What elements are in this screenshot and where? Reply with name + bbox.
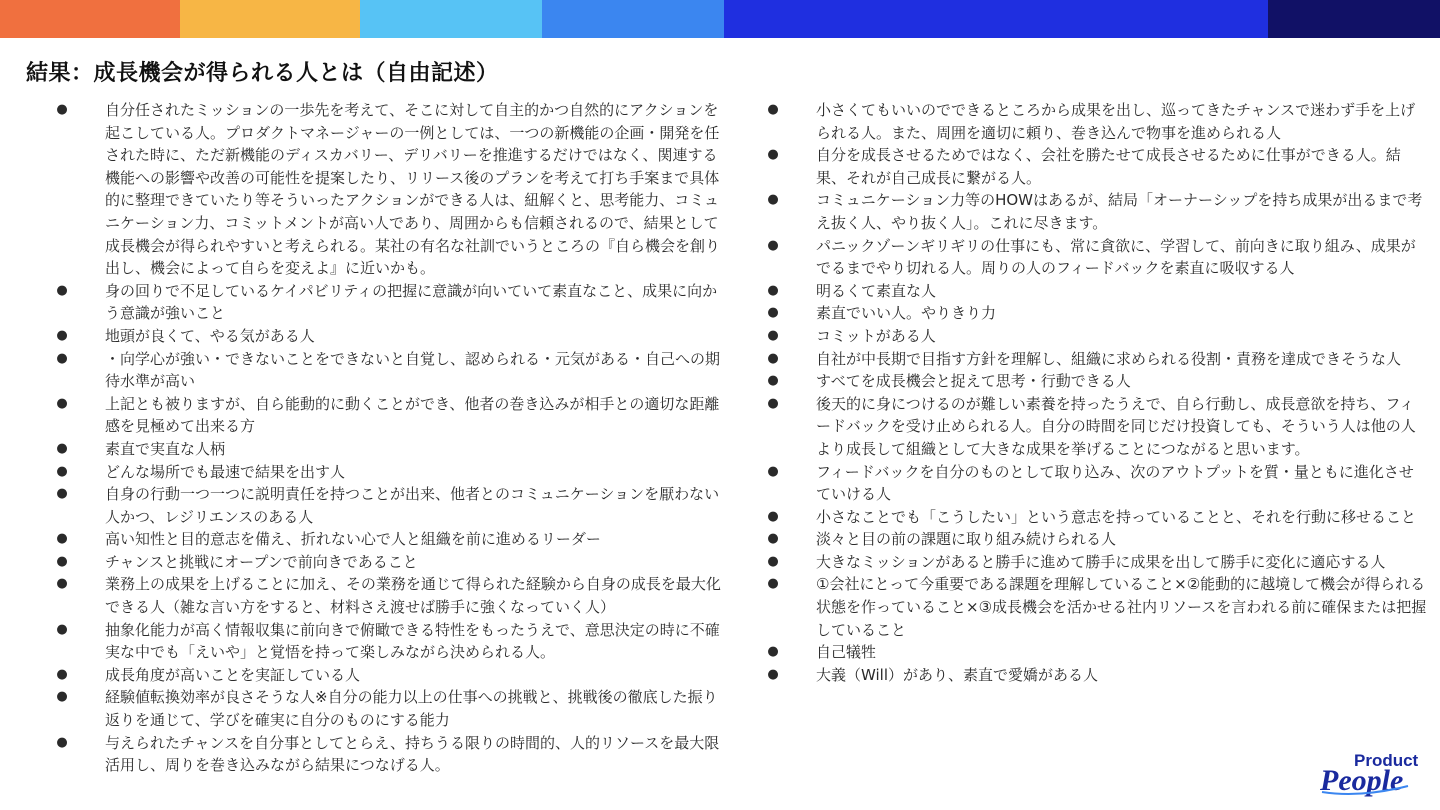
answer-text: ①会社にとって今重要である課題を理解していること×②能動的に越境して機会が得られる状態を作っていること×③成長機会を活かせる社内リソースを言われる前に確保または把握していること xyxy=(816,575,1427,639)
answer-list-item xyxy=(766,641,1428,664)
bullet-icon: ● xyxy=(767,102,779,117)
answer-text: 成長角度が高いことを実証している人 xyxy=(105,665,361,684)
answer-list-item xyxy=(766,189,1428,234)
answer-text: 自身の行動一つ一つに説明責任を持つことが出来、他者とのコミュニケーションを厭わない人かつ、レジリエンスのある人 xyxy=(105,485,720,526)
top-color-bar xyxy=(0,0,1440,38)
color-stripe-navy xyxy=(1268,0,1440,38)
answer-text: コミュニケーション力等のHOWはあるが、結局「オーナーシップを持ち成果が出るまで考え抜く人、やり抜く人」。これに尽きます。 xyxy=(816,191,1423,232)
answer-list-item xyxy=(55,528,730,551)
answer-list-item xyxy=(55,619,730,664)
bullet-icon: ● xyxy=(56,102,68,117)
answer-list-item xyxy=(766,573,1428,641)
bullet-icon: ● xyxy=(767,305,779,321)
color-stripe-yellow xyxy=(180,0,360,38)
answer-text: 自社が中長期で目指す方針を理解し、組織に求められる役割・責務を達成できそうな人 xyxy=(816,349,1402,368)
answer-list-item xyxy=(766,280,1428,303)
answer-list-item xyxy=(55,664,730,687)
logo-people-text: People xyxy=(1320,764,1404,797)
answer-list-item xyxy=(55,461,730,484)
bullet-icon: ● xyxy=(56,576,68,592)
answer-list-item xyxy=(766,506,1428,529)
answer-text: 素直で実直な人柄 xyxy=(105,439,226,458)
answer-text: パニックゾーンギリギリの仕事にも、常に貪欲に、学習して、前向きに取り組み、成果がでるまでやり切れる人。周りの人のフィードバックを素直に吸収する人 xyxy=(816,236,1416,278)
answer-list-item xyxy=(55,393,730,438)
bullet-icon: ● xyxy=(767,531,779,547)
answer-text: 素直でいい人。やりきり力 xyxy=(816,304,997,323)
bullet-icon: ● xyxy=(767,508,779,524)
bullet-icon: ● xyxy=(56,689,68,705)
product-people-logo xyxy=(1320,748,1420,800)
bullet-icon: ● xyxy=(767,463,779,479)
answer-list-item xyxy=(55,325,730,348)
bullet-icon: ● xyxy=(767,192,779,208)
bullet-icon: ● xyxy=(56,350,68,366)
bullet-icon: ● xyxy=(56,395,68,411)
bullet-icon: ● xyxy=(56,282,68,298)
answer-text: 自分を成長させるためではなく、会社を勝たせて成長させるために仕事ができる人。結果、それが自己成長に繋がる人。 xyxy=(816,146,1401,187)
answer-list-item xyxy=(766,528,1428,551)
bullet-icon: ● xyxy=(56,666,68,682)
left-answer-list xyxy=(55,99,730,777)
bullet-icon: ● xyxy=(767,373,779,389)
answer-list-item xyxy=(766,325,1428,348)
answer-list-item xyxy=(766,664,1428,687)
bullet-icon: ● xyxy=(56,734,68,750)
bullet-icon: ● xyxy=(767,237,779,253)
answer-text: ・向学心が強い・できないことをできないと自覚し、認められる・元気がある・自己への期待水準が高い xyxy=(105,349,721,391)
answer-list-item xyxy=(55,348,730,393)
answer-list-item xyxy=(766,302,1428,325)
color-stripe-royal-blue xyxy=(724,0,1268,38)
answer-text: 抽象化能力が高く情報収集に前向きで俯瞰できる特性をもったうえで、意思決定の時に不確実な中でも「えいや」と覚悟を持って楽しみながら決められる人。 xyxy=(105,620,720,662)
answer-list-item xyxy=(55,483,730,528)
answer-text: 高い知性と目的意志を備え、折れない心で人と組織を前に進めるリーダー xyxy=(105,530,601,549)
answer-list-item xyxy=(766,235,1428,280)
bullet-icon: ● xyxy=(56,553,68,569)
answer-list-item xyxy=(766,551,1428,574)
answer-list-item xyxy=(55,99,730,280)
answer-list-item xyxy=(55,573,730,618)
bullet-icon: ● xyxy=(767,147,779,163)
bullet-icon: ● xyxy=(767,350,779,366)
bullet-icon: ● xyxy=(56,621,68,637)
bullet-icon: ● xyxy=(767,576,779,592)
answer-text: 小さくてもいいのでできるところから成果を出し、巡ってきたチャンスで迷わず手を上げられる人。また、周囲を適切に頼り、巻き込んで物事を進められる人 xyxy=(816,101,1416,142)
answer-text: 大きなミッションがあると勝手に進めて勝手に成果を出して勝手に変化に適応する人 xyxy=(816,552,1386,571)
answer-list-item xyxy=(55,438,730,461)
answer-text: 淡々と目の前の課題に取り組み続けられる人 xyxy=(816,530,1117,549)
answer-list-item xyxy=(766,144,1428,189)
answer-list-item xyxy=(55,732,730,777)
page-title: 結果：成長機会が得られる人とは（自由記述） xyxy=(26,61,499,86)
answer-text: 後天的に身につけるのが難しい素養を持ったうえで、自ら行動し、成長意欲を持ち、フィードバックを受け止められる人。自分の時間を同じだけ投資しても、そういう人は他の人より成長して組織として大きな成果を挙げることにつながると思います。 xyxy=(816,394,1416,458)
answer-text: 身の回りで不足しているケイパビリティの把握に意識が向いていて素直なこと、成果に向かう意識が強いこと xyxy=(105,281,718,323)
answer-list-item xyxy=(55,280,730,325)
answer-text: 小さなことでも「こうしたい」という意志を持っていることと、それを行動に移せること xyxy=(816,507,1417,526)
answer-text: 与えられたチャンスを自分事としてとらえ、持ちうる限りの時間的、人的リソースを最大限活用し、周りを巻き込みながら結果につなげる人。 xyxy=(105,733,720,775)
bullet-icon: ● xyxy=(767,282,779,298)
bullet-icon: ● xyxy=(56,463,68,479)
color-stripe-orange xyxy=(0,0,180,38)
color-stripe-light-blue xyxy=(360,0,542,38)
answer-text: 経験値転換効率が良さそうな人※自分の能力以上の仕事への挑戦と、挑戦後の徹底した振り返りを通じて、学びを確実に自分のものにする能力 xyxy=(105,688,718,730)
answer-text: チャンスと挑戦にオープンで前向きであること xyxy=(105,552,418,571)
bullet-icon: ● xyxy=(56,440,68,456)
answer-text: 地頭が良くて、やる気がある人 xyxy=(105,326,315,345)
answer-list-item xyxy=(766,99,1428,144)
right-answer-list xyxy=(766,99,1428,686)
bullet-icon: ● xyxy=(767,395,779,411)
answer-text: フィードバックを自分のものとして取り込み、次のアウトプットを質・量ともに進化させていける人 xyxy=(816,462,1414,504)
answer-text: 明るくて素直な人 xyxy=(816,281,937,300)
answer-text: 自己犠牲 xyxy=(816,643,877,662)
answer-list-item xyxy=(55,551,730,574)
bullet-icon: ● xyxy=(767,644,779,660)
answer-list-item xyxy=(766,393,1428,461)
answer-text: 自分任されたミッションの一歩先を考えて、そこに対して自主的かつ自然的にアクションを起こしている人。プロダクトマネージャーの一例としては、一つの新機能の企画・開発を任された時に、ただ新機能のディスカバリー、デリバリーを推進するだけではなく、関連する機能への影響や改善の可能性を提案したり、リリース後のプランを考えて打ち手案まで具体的に整理できていたり等そういったアクションができる人は、紐解くと、思考能力、コミュニケーション力、コミットメントが高い人であり、周囲からも信頼されるので、結果として成長機会が得られやすいと考えられる。某社の有名な社訓でいうところの『自ら機会を創り出し、機会によって自らを変えよ』に近いかも。 xyxy=(105,101,721,278)
bullet-icon: ● xyxy=(56,531,68,547)
logo-product-text: Product xyxy=(1354,751,1419,770)
answer-list-item xyxy=(55,686,730,731)
bullet-icon: ● xyxy=(56,327,68,343)
answer-list-item xyxy=(766,461,1428,506)
answer-text: 業務上の成果を上げることに加え、その業務を通じて得られた経験から自身の成長を最大化できる人（雑な言い方をすると、材料さえ渡せば勝手に強くなっていく人） xyxy=(105,575,721,617)
bullet-icon: ● xyxy=(767,327,779,343)
answer-text: すべてを成長機会と捉えて思考・行動できる人 xyxy=(816,372,1131,391)
answer-text: 上記とも被りますが、自ら能動的に動くことができ、他者の巻き込みが相手との適切な距離感を見極めて出来る方 xyxy=(105,394,720,436)
answer-list-item xyxy=(766,348,1428,371)
answer-text: コミットがある人 xyxy=(816,326,936,345)
color-stripe-blue xyxy=(542,0,724,38)
bullet-icon: ● xyxy=(56,486,68,502)
answer-text: 大義（Will）があり、素直で愛嬌がある人 xyxy=(816,665,1099,684)
answer-list-item xyxy=(766,370,1428,393)
bullet-icon: ● xyxy=(767,553,779,569)
bullet-icon: ● xyxy=(767,666,779,682)
answer-text: どんな場所でも最速で結果を出す人 xyxy=(105,462,346,481)
